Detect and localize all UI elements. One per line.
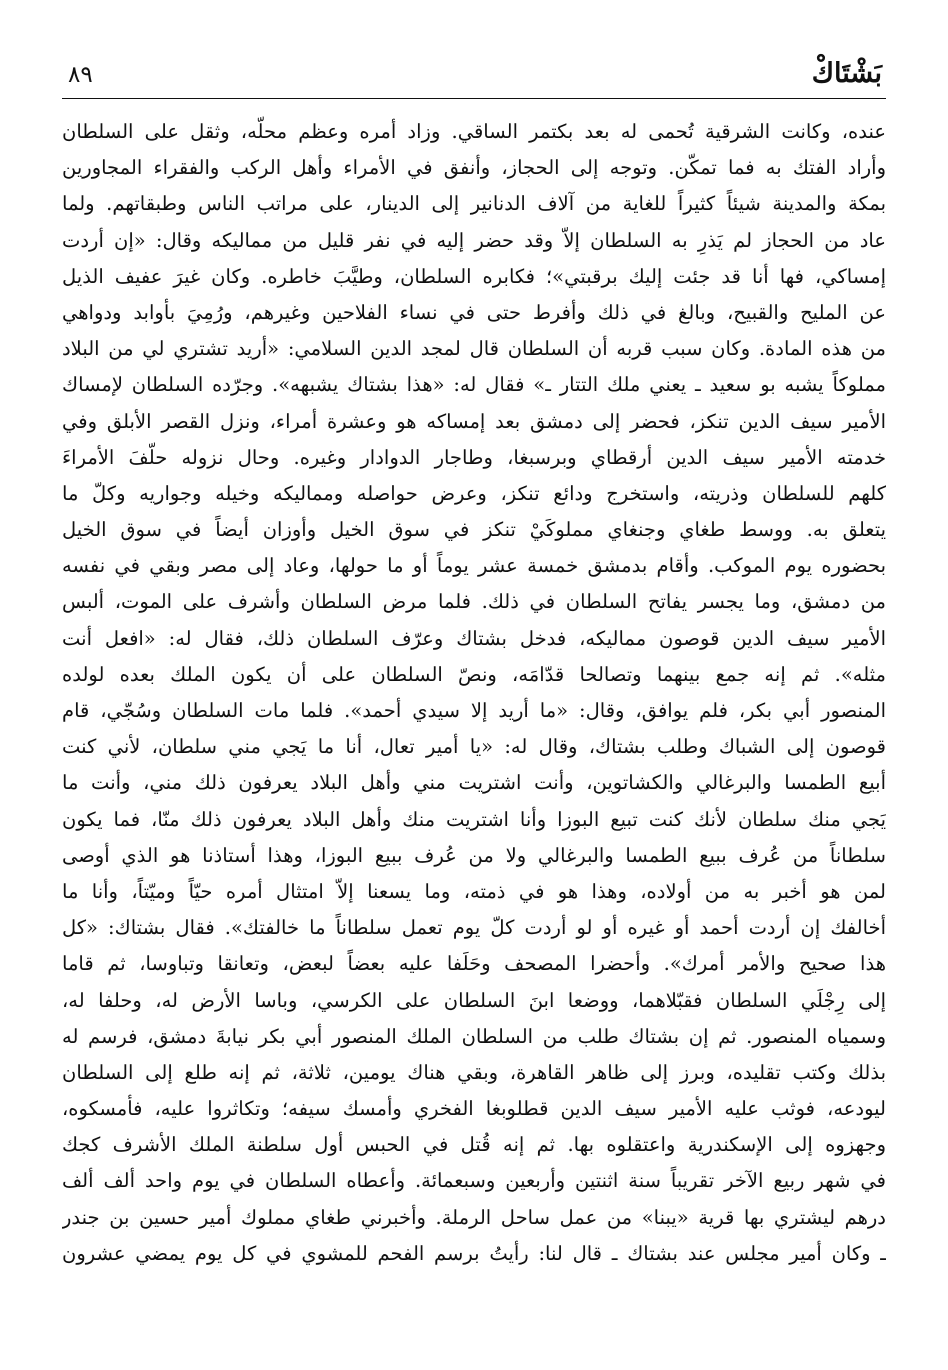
text-line: وجهزوه إلى الإسكندرية واعتقلوه بها. ثم إنه قُتل في الحبس أول سلطنة الملك الأشرف كجك <box>62 1133 886 1157</box>
text-line: درهم ليشتري بها قرية «يبنا» من عمل ساحل الرملة. وأخبرني طغاي مملوك أمير حسين بن جندر <box>62 1205 886 1229</box>
text-line: أخالفك إن أردت أحمد أو غيره أو لو أردت كلّ يوم تعمل سلطاناً ما خالفتك». فقال بشتاك: «كل <box>62 916 886 940</box>
text-line: بذلك وكتب تقليده، وبرز إلى ظاهر القاهرة، وبقي هناك يومين، ثلاثة، ثم إنه طلع إلى السلطان <box>62 1060 886 1084</box>
text-line: يتعلق به. ووسط طغاي وجنغاي مملوكَيْ تنكز في سوق الخيل وأوزان أيضاً في سوق الخيل <box>62 518 886 542</box>
text-line: بمكة والمدينة شيئاً كثيراً للغاية من آلاف الدنانير إلى الدينار، على مراتب الناس وطبقاتهم. ولما <box>62 192 886 216</box>
text-line: هذا صحيح والأمر أمرك». وأحضرا المصحف وحَلَفا عليه بعضاً لبعض، وتعانقا وتباوسا، ثم قاما <box>62 952 886 976</box>
text-line: يَجي منك سلطان لأنك كنت تبيع البوزا وأنا اشتريت منك وأهل البلاد يعرفون ذلك منّا، فما يكون <box>62 807 886 831</box>
text-line: أبيع الطمسا والبرغالي والكشاتوين، وأنت اشتريت مني وأهل البلاد يعرفون ذلك مني، وأنت ما <box>62 771 886 795</box>
header-rule <box>62 98 886 99</box>
text-line: لمن هو أخبر به من أولاده، وهذا هو في ذمته، وما يسعنا إلاّ امتثال أمره حيّاً وميّتاً، وأنا ما <box>62 879 886 903</box>
text-line: خدمته الأمير سيف الدين أرقطاي وبرسبغا، وطاجار الدوادار وغيره. وحال نزوله حلّفَ الأمراءَ <box>62 445 886 469</box>
text-line: الأمير سيف الدين تنكز، فحضر إلى دمشق بعد إمساكه هو وعشرة أمراء، ونزل القصر الأبلق وفي <box>62 409 886 433</box>
text-line: مثله». ثم إنه جمع بينهما وتصالحا قدّامَه، ونصّ السلطان على أن يكون الملك بعده لولده <box>62 662 886 686</box>
page-header <box>62 52 886 96</box>
text-line: عاد من الحجاز لم يَذرِ به السلطان إلاّ وقد حضر إليه في نفر قليل من مماليكه وقال: «إن أردت <box>62 228 886 252</box>
text-line: المنصور أبي بكر، فلم يوافق، وقال: «ما أريد إلا سيدي أحمد». فلما مات السلطان وسُجّي، قام <box>62 699 886 722</box>
text-line: مملوكاً يشبه بو سعيد ـ يعني ملك التتار ـ» فقال له: «هذا بشتاك يشبهه». وجرّده السلطان لإمساك <box>62 373 886 397</box>
text-line: إلى رِجْلَي السلطان فقبّلاهما، ووضعا ابنَ السلطان على الكرسي، وباسا الأرض له، وحلفا له، <box>62 988 886 1012</box>
text-line: وسمياه المنصور. ثم إن بشتاك طلب من السلطان الملك المنصور أبي بكر نيابةَ دمشق، فرسم له <box>62 1024 886 1048</box>
text-line: كلهم للسلطان وذريته، واستخرج ودائع تنكز، وعرض حواصله ومماليكه وخيله وجواريه وكلّ ما <box>62 481 886 505</box>
running-title: بَشْتَاكْ <box>811 58 882 89</box>
text-line: الأمير سيف الدين قوصون مماليكه، فدخل بشتاك وعرّف السلطان ذلك، فقال له: «افعل أنت <box>62 626 886 650</box>
body-text <box>62 114 886 1272</box>
text-line: سلطاناً من عُرف ببيع الطمسا والبرغالي ولا من عُرف ببيع البوزا، وهذا أستاذنا هو الذي أوصى <box>62 843 886 867</box>
text-line: ليودعه، فوثب عليه الأمير سيف الدين قطلوبغا الفخري وأمسك سيفه؛ وتكاثروا عليه، فأمسكوه، <box>62 1097 886 1121</box>
text-line: في شهر ربيع الآخر تقريباً سنة اثنتين وأربعين وسبعمائة. وأعطاه السلطان في يوم واحد ألف ألف <box>62 1169 886 1193</box>
text-line: بحضوره يوم الموكب. وأقام بدمشق خمسة عشر يوماً أو ما حولها، وعاد إلى مصر وبقي في نفسه <box>62 554 886 578</box>
text-line: عنده، وكانت الشرقية تُحمى له بعد بكتمر الساقي. وزاد أمره وعظم محلّه، وثقل على السلطان <box>62 120 886 143</box>
text-line: من هذه المادة. وكان سبب قربه أن السلطان قال لمجد الدين السلامي: «أريد تشتري لي من البلاد <box>62 337 886 361</box>
text-line: إمساكي، فها أنا قد جئت إليك برقبتي»؛ فكابره السلطان، وطيَّبَ خاطره. وكان غيرَ عفيف الذيل <box>62 264 886 288</box>
text-line: ـ وكان أمير مجلس عند بشتاك ـ قال لنا: رأيتُ برسم الفحم للمشوي في كل يوم يمضي عشرون <box>62 1241 886 1265</box>
text-line: وأراد الفتك به فما تمكّن. وتوجه إلى الحجاز، وأنفق في الأمراء وأهل الركب والفقراء المجاورين <box>62 156 886 180</box>
text-line: من دمشق، وما يجسر يفاتح السلطان في ذلك. فلما مرض السلطان وأشرف على الموت، ألبس <box>62 590 886 614</box>
page-number: ٨٩ <box>68 62 93 88</box>
text-line: قوصون إلى الشباك وطلب بشتاك، وقال له: «يا أمير تعال، أنا ما يَجي مني سلطان، لأني كنت <box>62 735 886 759</box>
text-line: عن المليح والقبيح، وبالغ في ذلك وأفرط حتى في نساء الفلاحين وغيرهم، ورُمِيَ بأوابد ودواهي <box>62 300 886 324</box>
